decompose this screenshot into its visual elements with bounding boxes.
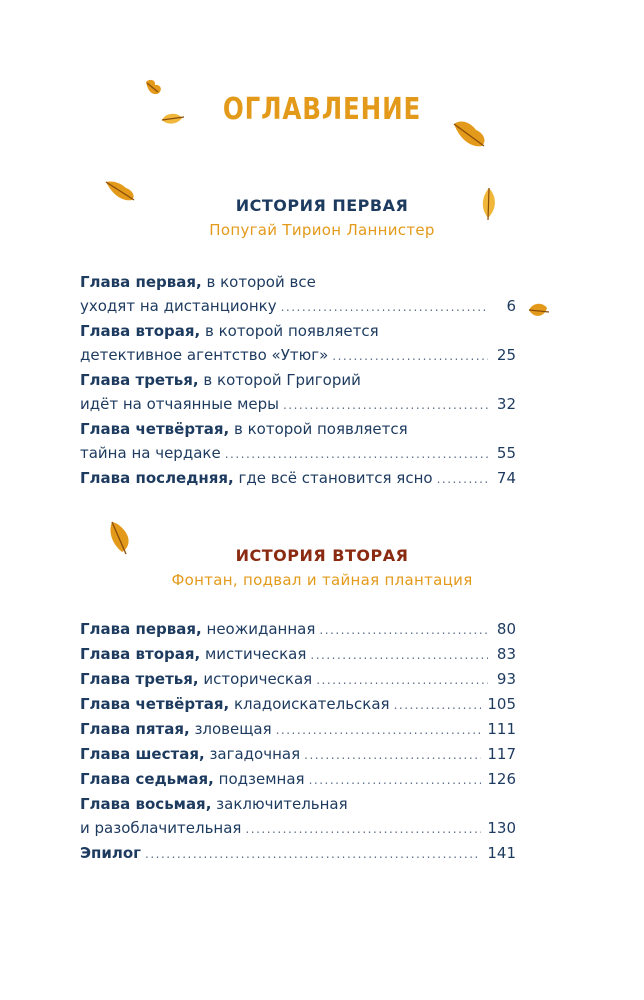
page-number: 55 <box>496 444 516 462</box>
toc-entry[interactable] <box>80 417 516 466</box>
leader-dots <box>309 768 482 792</box>
leader-dots <box>332 344 488 368</box>
leader-dots <box>316 668 488 692</box>
chapter-name: Глава первая, <box>80 273 202 291</box>
chapter-name: Глава вторая, <box>80 322 201 340</box>
story-heading <box>0 196 644 239</box>
toc-entry[interactable] <box>80 642 516 667</box>
story-title: ИСТОРИЯ ВТОРАЯ <box>235 546 409 565</box>
leader-dots <box>245 817 481 841</box>
chapter-name: Глава третья, <box>80 371 199 389</box>
toc-entry[interactable] <box>80 270 516 319</box>
chapter-desc: детективное агентство «Утюг» <box>80 346 329 364</box>
chapter-desc: идёт на отчаянные меры <box>80 395 279 413</box>
toc-entry[interactable] <box>80 717 516 742</box>
leader-dots <box>319 618 488 642</box>
chapter-desc: кладоискательская <box>234 695 390 713</box>
page-number: 141 <box>487 844 516 862</box>
leader-dots <box>283 393 488 417</box>
toc-entry[interactable] <box>80 792 516 841</box>
leader-dots <box>394 693 482 717</box>
page-number: 6 <box>506 297 516 315</box>
chapter-desc: где всё становится ясно <box>238 469 433 487</box>
toc-entry[interactable] <box>80 667 516 692</box>
chapter-name: Глава первая, <box>80 620 202 638</box>
leader-dots <box>145 842 481 866</box>
chapter-desc: в которой Григорий <box>203 371 361 389</box>
chapter-name: Глава шестая, <box>80 745 205 763</box>
chapter-name: Эпилог <box>80 844 142 862</box>
chapter-name: Глава восьмая, <box>80 795 212 813</box>
page-number: 93 <box>496 670 516 688</box>
chapter-desc: тайна на чердаке <box>80 444 221 462</box>
chapter-name: Глава седьмая, <box>80 770 214 788</box>
chapter-name: Глава третья, <box>80 670 199 688</box>
toc-entry[interactable] <box>80 841 516 866</box>
story-subtitle: Фонтан, подвал и тайная плантация <box>171 571 473 589</box>
chapter-desc: подземная <box>218 770 305 788</box>
leader-dots <box>281 295 488 319</box>
page-title: ОГЛАВЛЕНИЕ <box>222 92 422 127</box>
chapter-desc: загадочная <box>209 745 301 763</box>
chapter-name: Глава пятая, <box>80 720 190 738</box>
toc-entry[interactable] <box>80 319 516 368</box>
chapter-desc: мистическая <box>204 645 307 663</box>
leader-dots <box>310 643 488 667</box>
chapter-name: Глава четвёртая, <box>80 695 230 713</box>
toc-entry[interactable] <box>80 466 516 491</box>
story-title: ИСТОРИЯ ПЕРВАЯ <box>235 196 409 215</box>
page-number: 126 <box>487 770 516 788</box>
story-heading <box>0 546 644 589</box>
page-number: 32 <box>496 395 516 413</box>
toc-entry[interactable] <box>80 742 516 767</box>
toc-entry[interactable] <box>80 368 516 417</box>
chapter-desc: неожиданная <box>206 620 316 638</box>
story-subtitle: Попугай Тирион Ланнистер <box>209 221 435 239</box>
chapter-name: Глава вторая, <box>80 645 201 663</box>
chapter-desc: в которой все <box>206 273 316 291</box>
leader-dots <box>276 718 482 742</box>
toc-list <box>80 617 516 866</box>
page-number: 117 <box>487 745 516 763</box>
autumn-leaf-icon <box>527 300 551 324</box>
chapter-desc: в которой появляется <box>204 322 379 340</box>
chapter-desc: заключительная <box>216 795 348 813</box>
chapter-name: Глава последняя, <box>80 469 234 487</box>
page-number: 111 <box>487 720 516 738</box>
chapter-desc: историческая <box>203 670 313 688</box>
chapter-desc: в которой появляется <box>234 420 408 438</box>
page-number: 80 <box>496 620 516 638</box>
toc-entry[interactable] <box>80 692 516 717</box>
toc-entry[interactable] <box>80 617 516 642</box>
toc-list <box>80 270 516 491</box>
leader-dots <box>304 743 481 767</box>
page-number: 25 <box>496 346 516 364</box>
chapter-name: Глава четвёртая, <box>80 420 230 438</box>
leader-dots <box>437 467 488 491</box>
leader-dots <box>225 442 488 466</box>
chapter-desc: и разоблачительная <box>80 819 242 837</box>
chapter-desc: уходят на дистанционку <box>80 297 277 315</box>
chapter-desc: зловещая <box>194 720 272 738</box>
page-number: 83 <box>496 645 516 663</box>
page-number: 105 <box>487 695 516 713</box>
toc-entry[interactable] <box>80 767 516 792</box>
page-number: 130 <box>487 819 516 837</box>
page-number: 74 <box>496 469 516 487</box>
